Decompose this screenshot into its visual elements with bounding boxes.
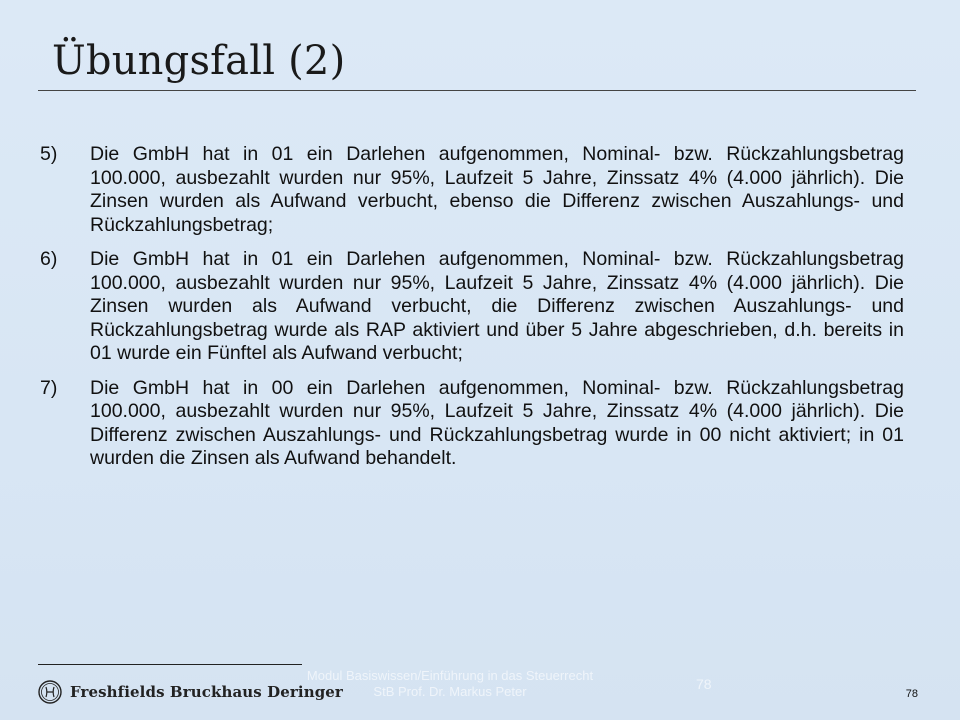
item-text: Die GmbH hat in 00 ein Darlehen aufgenommen, Nominal- bzw. Rückzahlungsbetrag 100.000, ausbezahlt wurden nur 95%, Laufzeit 5 Jahre, Zinssatz 4% (4.000 jährlich). Die Differenz zwischen Auszahlungs- und Rückzahlungsbetrag wurde in 00 nicht aktiviert; in 01 wurden die Zinsen als Aufwand behandelt. (90, 376, 904, 469)
list-item (38, 143, 918, 237)
list-item (38, 248, 918, 366)
item-number: 7) (40, 376, 58, 399)
course-author: StB Prof. Dr. Markus Peter (373, 684, 527, 699)
course-title: Modul Basiswissen/Einführung in das Steuerrecht (306, 668, 594, 683)
item-number: 6) (40, 248, 58, 270)
exercise-list (38, 143, 918, 482)
item-text: Die GmbH hat in 01 ein Darlehen aufgenommen, Nominal- bzw. Rückzahlungsbetrag 100.000, ausbezahlt wurden nur 95%, Laufzeit 5 Jahre, Zinssatz 4% (4.000 jährlich). Die Zinsen wurden als Aufwand verbucht, ebenso die Differenz zwischen Auszahlungs- und Rückzahlungsbetrag; (90, 143, 904, 236)
item-text: Die GmbH hat in 01 ein Darlehen aufgenommen, Nominal- bzw. Rückzahlungsbetrag 100.000, ausbezahlt wurden nur 95%, Laufzeit 5 Jahre, Zinssatz 4% (4.000 jährlich). Die Zinsen wurden als Aufwand verbucht, die Differenz zwischen Auszahlungs- und Rückzahlungsbetrag wurde als RAP aktiviert und über 5 Jahre abgeschrieben, d.h. bereits in 01 wurde ein Fünftel als Aufwand verbucht; (90, 248, 904, 364)
item-number: 5) (40, 143, 58, 165)
title-divider (38, 90, 916, 91)
logo-text: Freshfields Bruckhaus Deringer (70, 683, 343, 701)
logo-seal-icon (38, 680, 62, 704)
list-item (38, 377, 918, 471)
slide-title: Übungsfall (2) (52, 38, 346, 84)
footer-divider (38, 664, 302, 665)
course-info (270, 668, 630, 700)
footer-center-page-number: 78 (696, 676, 712, 692)
page-number: 78 (905, 688, 918, 700)
